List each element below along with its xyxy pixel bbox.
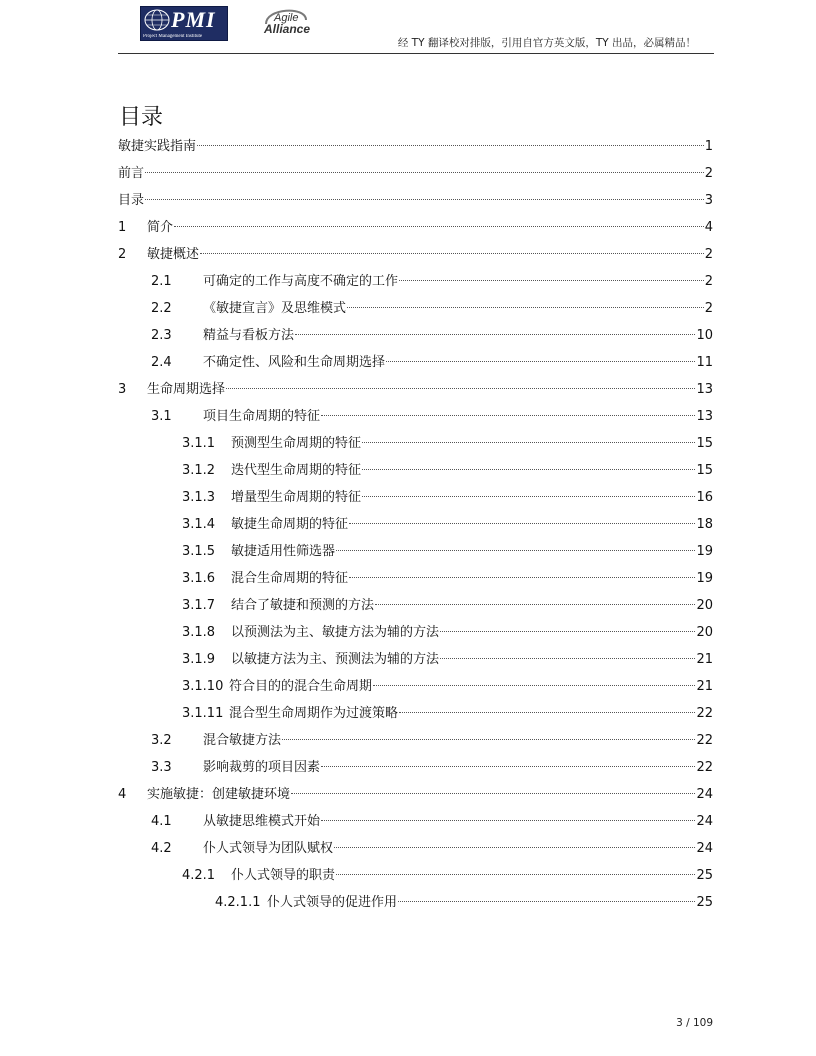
toc-entry-number: 3 xyxy=(118,382,127,397)
pmi-logo xyxy=(140,6,228,41)
toc-dot-leader xyxy=(399,712,695,713)
toc-entry-page: 20 xyxy=(696,625,713,640)
globe-icon xyxy=(143,9,171,31)
toc-entry-page: 4 xyxy=(704,220,713,235)
toc-dot-leader xyxy=(399,280,704,281)
toc-entry-page: 20 xyxy=(696,598,713,613)
toc-dot-leader xyxy=(334,847,695,848)
toc-entry-title: 混合敏捷方法 xyxy=(203,733,282,748)
toc-entry-page: 2 xyxy=(704,247,713,262)
toc-entry-page: 13 xyxy=(696,409,713,424)
toc-entry-number: 2.3 xyxy=(151,328,172,343)
toc-entry-number: 3.1 xyxy=(151,409,172,424)
pmi-logo-text: PMI xyxy=(171,7,216,32)
toc-entry-number: 3.1.5 xyxy=(182,544,216,559)
toc-dot-leader xyxy=(321,415,695,416)
toc-entry[interactable] xyxy=(118,376,713,403)
toc-entry-page: 24 xyxy=(696,787,713,802)
toc-entry-title: 迭代型生命周期的特征 xyxy=(231,463,362,478)
header-note: 经 TY 翻译校对排版，引用自官方英文版，TY 出品，必属精品！ xyxy=(397,37,696,49)
toc-title: 目录 xyxy=(119,105,164,130)
toc-dot-leader xyxy=(145,199,704,200)
toc-dot-leader xyxy=(386,361,695,362)
toc-entry-number: 3.1.1 xyxy=(182,436,216,451)
toc-entry-number: 3.1.10 xyxy=(182,679,224,694)
toc-entry-number: 3.1.9 xyxy=(182,652,216,667)
toc-entry[interactable] xyxy=(118,889,713,916)
toc-entry-number: 4.1 xyxy=(151,814,172,829)
toc-entry-title: 敏捷生命周期的特征 xyxy=(231,517,349,532)
toc-entry-title: 敏捷实践指南 xyxy=(118,139,197,154)
toc-entry-number: 2 xyxy=(118,247,127,262)
toc-entry[interactable] xyxy=(118,133,713,160)
toc-entry[interactable] xyxy=(118,646,713,673)
toc-entry[interactable] xyxy=(118,862,713,889)
toc-entry-page: 22 xyxy=(696,706,713,721)
toc-entry-title: 生命周期选择 xyxy=(147,382,226,397)
toc-dot-leader xyxy=(336,874,695,875)
toc-entry-page: 2 xyxy=(704,301,713,316)
toc-dot-leader xyxy=(375,604,695,605)
toc-entry[interactable] xyxy=(118,538,713,565)
toc-dot-leader xyxy=(197,145,704,146)
toc-entry-number: 4.2 xyxy=(151,841,172,856)
toc-entry[interactable] xyxy=(118,754,713,781)
toc-entry[interactable] xyxy=(118,781,713,808)
toc-dot-leader xyxy=(362,469,695,470)
agile-logo-line1: Agile xyxy=(274,12,299,24)
toc-entry-page: 22 xyxy=(696,760,713,775)
toc-dot-leader xyxy=(362,496,695,497)
toc-entry-number: 2.2 xyxy=(151,301,172,316)
toc-entry-number: 3.1.7 xyxy=(182,598,216,613)
toc-dot-leader xyxy=(349,577,695,578)
toc-dot-leader xyxy=(291,793,695,794)
toc-entry-number: 3.1.11 xyxy=(182,706,224,721)
toc-dot-leader xyxy=(321,820,695,821)
toc-entry-title: 《敏捷宣言》及思维模式 xyxy=(203,301,347,316)
page-number: 3 / 109 xyxy=(676,1017,713,1029)
toc-entry-title: 目录 xyxy=(118,193,145,208)
toc-entry-page: 15 xyxy=(696,436,713,451)
agile-logo-line2: Alliance xyxy=(264,22,311,36)
toc-entry-number: 3.1.3 xyxy=(182,490,216,505)
toc-entry-title: 敏捷概述 xyxy=(147,247,200,262)
toc-entry-title: 前言 xyxy=(118,166,145,181)
toc-entry-number: 1 xyxy=(118,220,127,235)
toc-entry-page: 21 xyxy=(696,652,713,667)
pmi-logo-subtitle: Project Management Institute xyxy=(143,34,203,39)
toc-entry-page: 2 xyxy=(704,274,713,289)
toc-entry[interactable] xyxy=(118,457,713,484)
toc-entry[interactable] xyxy=(118,673,713,700)
toc-entry-title: 仆人式领导为团队赋权 xyxy=(203,841,334,856)
toc-dot-leader xyxy=(226,388,695,389)
toc-entry-title: 简介 xyxy=(147,220,174,235)
toc-entry-page: 3 xyxy=(704,193,713,208)
toc-entry-title: 以敏捷方法为主、预测法为辅的方法 xyxy=(231,652,440,667)
toc-entry-title: 仆人式领导的职责 xyxy=(231,868,336,883)
toc-entry-page: 1 xyxy=(704,139,713,154)
toc-entry-title: 可确定的工作与高度不确定的工作 xyxy=(203,274,399,289)
toc-entry-number: 4.2.1 xyxy=(182,868,216,883)
header-divider xyxy=(118,53,714,54)
toc-entry-page: 22 xyxy=(696,733,713,748)
toc-entry[interactable] xyxy=(118,727,713,754)
toc-dot-leader xyxy=(362,442,695,443)
toc-entry-page: 13 xyxy=(696,382,713,397)
toc-entry[interactable] xyxy=(118,295,713,322)
toc-dot-leader xyxy=(321,766,695,767)
toc-entry[interactable] xyxy=(118,619,713,646)
toc-entry-page: 25 xyxy=(696,868,713,883)
toc-dot-leader xyxy=(295,334,695,335)
page-header xyxy=(118,0,714,54)
toc-entry[interactable] xyxy=(118,349,713,376)
toc-entry-title: 预测型生命周期的特征 xyxy=(231,436,362,451)
toc-entry-title: 不确定性、风险和生命周期选择 xyxy=(203,355,386,370)
toc-entry-number: 2.4 xyxy=(151,355,172,370)
toc-entry-title: 符合目的的混合生命周期 xyxy=(229,679,373,694)
toc-entry-title: 项目生命周期的特征 xyxy=(203,409,321,424)
table-of-contents xyxy=(118,133,713,916)
toc-entry-title: 混合型生命周期作为过渡策略 xyxy=(229,706,399,721)
toc-entry-page: 16 xyxy=(696,490,713,505)
toc-entry[interactable] xyxy=(118,160,713,187)
toc-dot-leader xyxy=(398,901,695,902)
toc-entry[interactable] xyxy=(118,700,713,727)
toc-dot-leader xyxy=(349,523,695,524)
toc-dot-leader xyxy=(440,631,695,632)
toc-entry-number: 3.1.4 xyxy=(182,517,216,532)
toc-entry-title: 增量型生命周期的特征 xyxy=(231,490,362,505)
toc-dot-leader xyxy=(200,253,704,254)
toc-entry[interactable] xyxy=(118,403,713,430)
toc-dot-leader xyxy=(145,172,704,173)
toc-entry-title: 影响裁剪的项目因素 xyxy=(203,760,321,775)
toc-entry[interactable] xyxy=(118,484,713,511)
toc-dot-leader xyxy=(336,550,695,551)
toc-entry-title: 以预测法为主、敏捷方法为辅的方法 xyxy=(231,625,440,640)
toc-entry[interactable] xyxy=(118,835,713,862)
toc-entry-page: 24 xyxy=(696,814,713,829)
toc-entry-page: 10 xyxy=(696,328,713,343)
toc-entry-title: 精益与看板方法 xyxy=(203,328,295,343)
toc-entry[interactable] xyxy=(118,322,713,349)
toc-entry-number: 3.1.6 xyxy=(182,571,216,586)
toc-entry[interactable] xyxy=(118,187,713,214)
toc-entry-number: 3.3 xyxy=(151,760,172,775)
toc-dot-leader xyxy=(174,226,704,227)
toc-entry-page: 19 xyxy=(696,571,713,586)
toc-entry-page: 18 xyxy=(696,517,713,532)
toc-entry-page: 2 xyxy=(704,166,713,181)
toc-entry-page: 21 xyxy=(696,679,713,694)
toc-entry-number: 4.2.1.1 xyxy=(215,895,261,910)
toc-entry-number: 2.1 xyxy=(151,274,172,289)
toc-entry-page: 11 xyxy=(696,355,713,370)
toc-entry-number: 4 xyxy=(118,787,127,802)
toc-entry-title: 结合了敏捷和预测的方法 xyxy=(231,598,375,613)
toc-entry-number: 3.1.2 xyxy=(182,463,216,478)
toc-dot-leader xyxy=(347,307,704,308)
toc-entry-title: 混合生命周期的特征 xyxy=(231,571,349,586)
toc-entry[interactable] xyxy=(118,592,713,619)
toc-entry[interactable] xyxy=(118,214,713,241)
toc-entry-page: 24 xyxy=(696,841,713,856)
toc-entry[interactable] xyxy=(118,511,713,538)
toc-entry-title: 仆人式领导的促进作用 xyxy=(267,895,398,910)
toc-entry-title: 实施敏捷：创建敏捷环境 xyxy=(147,787,291,802)
toc-entry-page: 15 xyxy=(696,463,713,478)
toc-dot-leader xyxy=(282,739,695,740)
toc-dot-leader xyxy=(373,685,695,686)
toc-entry[interactable] xyxy=(118,241,713,268)
toc-entry-number: 3.1.8 xyxy=(182,625,216,640)
toc-entry[interactable] xyxy=(118,565,713,592)
agile-alliance-logo xyxy=(260,4,312,38)
toc-entry[interactable] xyxy=(118,808,713,835)
toc-entry-title: 敏捷适用性筛选器 xyxy=(231,544,336,559)
toc-entry[interactable] xyxy=(118,430,713,457)
toc-entry[interactable] xyxy=(118,268,713,295)
toc-entry-page: 25 xyxy=(696,895,713,910)
toc-entry-number: 3.2 xyxy=(151,733,172,748)
toc-entry-title: 从敏捷思维模式开始 xyxy=(203,814,321,829)
toc-entry-page: 19 xyxy=(696,544,713,559)
toc-dot-leader xyxy=(440,658,695,659)
